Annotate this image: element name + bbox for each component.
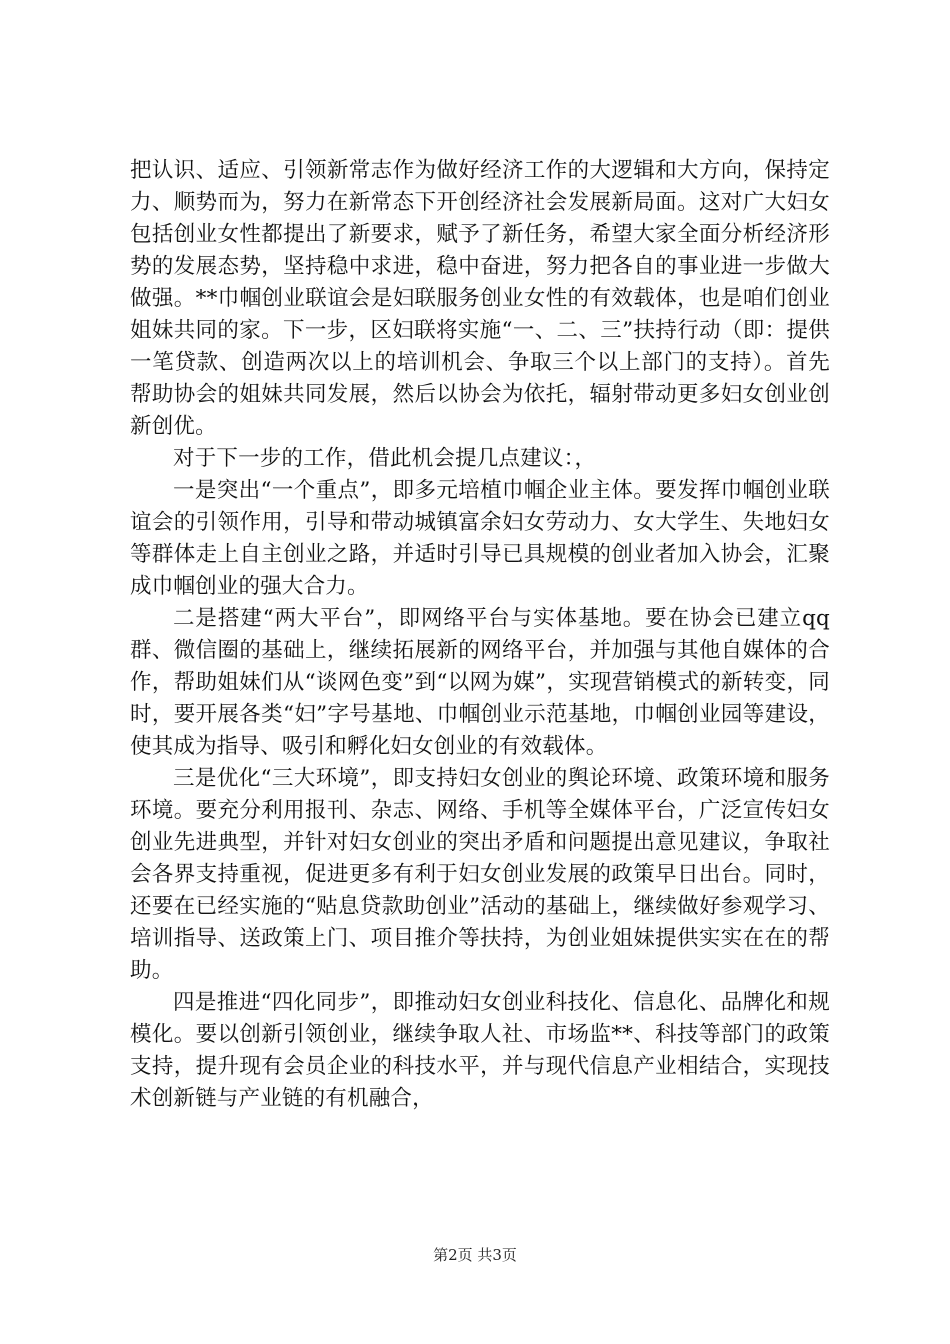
paragraph-suggestions-lead: 对于下一步的工作，借此机会提几点建议：， bbox=[173, 446, 597, 471]
paragraph-intro: 把认识、适应、引领新常志作为做好经济工作的大逻辑和大方向，保持定力、顺势而为，努力在新常态下开创经济社会发展新局面。这对广大妇女包括创业女性都提出了新要求，赋予了新任务，希望大家全面分析经济形势的发展态势，坚持稳中求进，稳中奋进，努力把各自的事业进一步做大做强。**巾帼创业联谊会是妇联服务创业女性的有效载体，也是咱们创业姐妹共同的家。下一步，区妇联将实施“一、二、三”扶持行动（即：提供一笔贷款、创造两次以上的培训机会、争取三个以上部门的支持）。首先帮助协会的姐妹共同发展，然后以协会为依托，辐射带动更多妇女创业创新创优。 bbox=[130, 158, 830, 439]
document-body bbox=[130, 155, 830, 1115]
paragraph-point-two: 二是搭建“两大平台”，即网络平台与实体基地。要在协会已建立qq群、微信圈的基础上，继续拓展新的网络平台，并加强与其他自媒体的合作，帮助姐妹们从“谈网色变”到“以网为媒”，实现营销模式的新转变，同时，要开展各类“妇”字号基地、巾帼创业示范基地，巾帼创业园等建设，使其成为指导、吸引和孵化妇女创业的有效载体。 bbox=[130, 606, 830, 759]
paragraph-point-one: 一是突出“一个重点”，即多元培植巾帼企业主体。要发挥巾帼创业联谊会的引领作用，引导和带动城镇富余妇女劳动力、女大学生、失地妇女等群体走上自主创业之路，并适时引导已具规模的创业者加入协会，汇聚成巾帼创业的强大合力。 bbox=[130, 478, 830, 599]
paragraph-point-three: 三是优化“三大环境”，即支持妇女创业的舆论环境、政策环境和服务环境。要充分利用报刊、杂志、网络、手机等全媒体平台，广泛宣传妇女创业先进典型，并针对妇女创业的突出矛盾和问题提出意见建议，争取社会各界支持重视，促进更多有利于妇女创业发展的政策早日出台。同时，还要在已经实施的“贴息贷款助创业”活动的基础上，继续做好参观学习、培训指导、送政策上门、项目推介等扶持，为创业姐妹提供实实在在的帮助。 bbox=[130, 766, 830, 983]
page-footer: 第2页 共3页 bbox=[433, 1246, 517, 1264]
paragraph-point-four: 四是推进“四化同步”，即推动妇女创业科技化、信息化、品牌化和规模化。要以创新引领创业，继续争取人社、市场监**、科技等部门的政策支持，提升现有会员企业的科技水平，并与现代信息产业相结合，实现技术创新链与产业链的有机融合， bbox=[130, 990, 830, 1111]
